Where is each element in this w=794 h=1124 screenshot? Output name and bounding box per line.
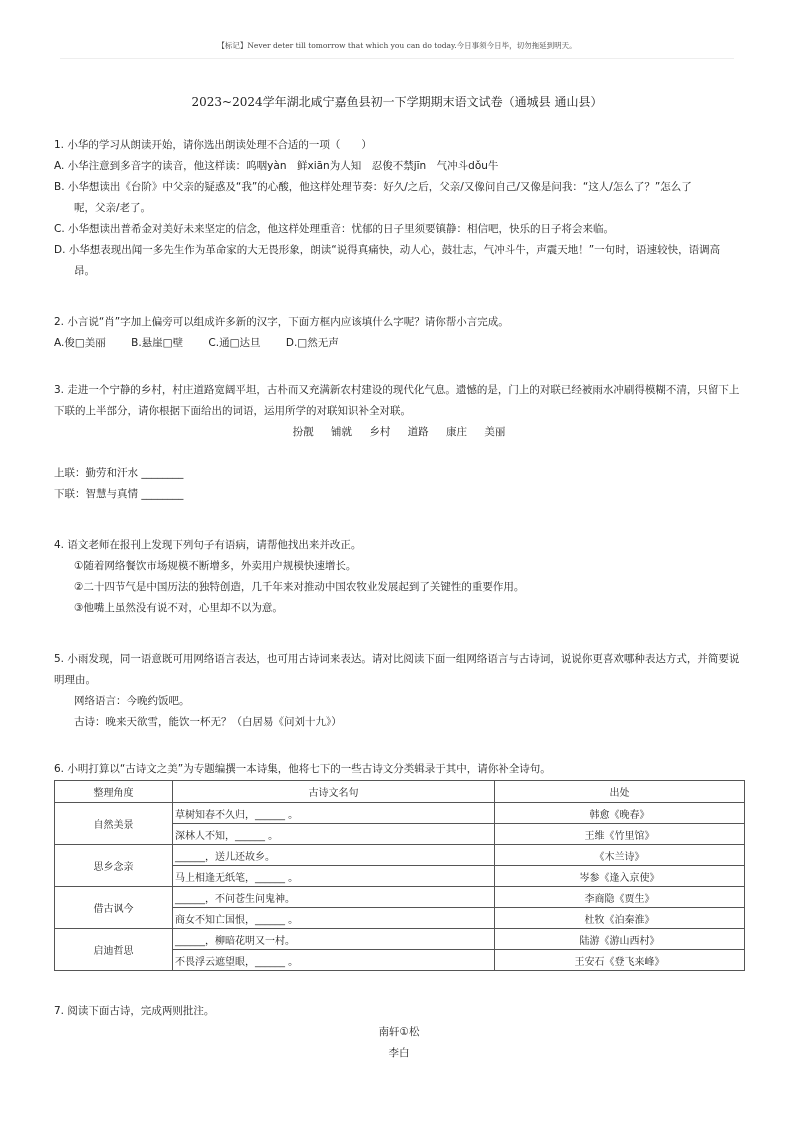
- column-header: 古诗文名句: [173, 781, 495, 803]
- q2-option-b: B.悬崖□壁: [131, 337, 184, 349]
- poem-line-cell: ______，柳暗花明又一村。: [173, 929, 495, 950]
- source-cell: 王安石《登飞来峰》: [495, 950, 745, 971]
- q1-stem: 1. 小华的学习从朗读开始，请你选出朗读处理不合适的一项（ ）: [54, 139, 372, 151]
- question-1: [54, 135, 744, 282]
- q7-poem-author: 李白: [388, 1047, 410, 1059]
- table-row: [55, 803, 745, 824]
- question-7: [54, 1001, 744, 1064]
- poem-line-cell: ______，送儿还故乡。: [173, 845, 495, 866]
- spacer: [54, 971, 744, 1001]
- q1-option-b: B. 小华想读出《台阶》中父亲的疑惑及“我”的心酸，他这样处理节奏：好久/之后，父亲/又像问自己/又像是问我：“这人/怎么了？”怎么了: [54, 181, 692, 193]
- poem-line-cell: 深林人不知，______ 。: [173, 824, 495, 845]
- q3-upper-couplet: 上联：勤劳和汗水 ________: [54, 467, 184, 479]
- q2-option-c: C.通□达旦: [208, 337, 261, 349]
- q3-word: 道路: [407, 426, 429, 438]
- q1-option-c: C. 小华想读出普希金对美好未来坚定的信念，他这样处理重音：忧郁的日子里须要镇静：相信吧，快乐的日子将会来临。: [54, 223, 615, 235]
- question-4: [54, 535, 744, 619]
- q4-sentence-1: ①随着网络餐饮市场规模不断增多，外卖用户规模快速增长。: [74, 560, 357, 572]
- question-5: [54, 649, 744, 733]
- q2-options: [54, 333, 744, 354]
- q1-option-a: A. 小华注意到多音字的读音，他这样读：呜咽yàn 鲜xiān为人知 忍俊不禁jīn 气冲斗dǒu牛: [54, 160, 499, 172]
- q4-stem: 4. 语文老师在报刊上发现下列句子有语病，请帮他找出来并改正。: [54, 539, 362, 551]
- spacer: [54, 505, 744, 535]
- q7-stem: 7. 阅读下面古诗，完成两则批注。: [54, 1005, 215, 1017]
- q3-word-bank: [54, 422, 744, 443]
- q3-word: 美丽: [484, 426, 506, 438]
- q2-stem: 2. 小言说“肖”字加上偏旁可以组成许多新的汉字，下面方框内应该填什么字呢？请你帮小言完成。: [54, 316, 509, 328]
- source-cell: 韩愈《晚春》: [495, 803, 745, 824]
- category-cell: 启迪哲思: [55, 929, 173, 971]
- q1-option-d: D. 小华想表现出闻一多先生作为革命家的大无畏形象，朗读“说得真痛快，动人心，鼓壮志，气冲斗牛，声震天地！”一句时，语速较快，语调高: [54, 244, 721, 256]
- poem-line-cell: 商女不知亡国恨，______ 。: [173, 908, 495, 929]
- spacer: [54, 619, 744, 649]
- source-cell: 杜牧《泊秦淮》: [495, 908, 745, 929]
- q3-word: 铺就: [330, 426, 352, 438]
- source-cell: 王维《竹里馆》: [495, 824, 745, 845]
- source-cell: 李商隐《贾生》: [495, 887, 745, 908]
- poem-table: [54, 780, 745, 971]
- category-cell: 思乡念亲: [55, 845, 173, 887]
- source-cell: 岑参《逢入京使》: [495, 866, 745, 887]
- q5-net-language: 网络语言：今晚约饭吧。: [74, 695, 190, 707]
- q3-stem-cont: 下联的上半部分，请你根据下面给出的词语，运用所学的对联知识补全对联。: [54, 405, 411, 417]
- question-6: [54, 759, 744, 971]
- source-cell: 陆游《游山西村》: [495, 929, 745, 950]
- q5-stem-cont: 明理由。: [54, 674, 96, 686]
- spacer: [54, 733, 744, 759]
- q6-stem: 6. 小明打算以“古诗文之美”为专题编撰一本诗集，他将七下的一些古诗文分类辑录于其中，请你补全诗句。: [54, 763, 551, 775]
- q3-stem: 3. 走进一个宁静的乡村，村庄道路宽阔平坦，古朴而又充满新农村建设的现代化气息。遗憾的是，门上的对联已经被雨水冲刷得模糊不清，只留下上: [54, 384, 740, 396]
- q2-option-d: D.□然无声: [285, 337, 339, 349]
- header-note: 【标记】Never deter till tomorrow that which you can do today.今日事须今日毕，切勿拖延到明天。: [217, 41, 577, 50]
- spacer: [54, 443, 744, 463]
- page-title: 2023~2024学年湖北咸宁嘉鱼县初一下学期期末语文试卷（通城县 通山县）: [191, 95, 603, 109]
- table-row: [55, 845, 745, 866]
- column-header: 整理角度: [55, 781, 173, 803]
- q5-stem: 5. 小雨发现，同一语意既可用网络语言表达，也可用古诗词来表达。请对比阅读下面一组网络语言与古诗词，说说你更喜欢哪种表达方式，并简要说: [54, 653, 740, 665]
- column-header: 出处: [495, 781, 745, 803]
- poem-line-cell: 马上相逢无纸笔，______ 。: [173, 866, 495, 887]
- table-row: [55, 887, 745, 908]
- q1-option-b-cont: 呢，父亲/老了。: [74, 202, 152, 214]
- q1-option-d-cont: 昂。: [74, 265, 95, 277]
- q3-word: 乡村: [369, 426, 391, 438]
- exam-content: [54, 135, 744, 1064]
- table-header-row: [55, 781, 745, 803]
- q4-sentence-3: ③他嘴上虽然没有说不对，心里却不以为意。: [74, 602, 283, 614]
- q2-option-a: A.俊□美丽: [54, 337, 106, 349]
- header-divider: [60, 58, 734, 59]
- question-2: [54, 312, 744, 354]
- q3-lower-couplet: 下联：智慧与真情 ________: [54, 488, 184, 500]
- q7-poem-title: 南轩①松: [378, 1026, 420, 1038]
- q5-ancient-poem: 古诗：晚来天欲雪，能饮一杯无？（白居易《问刘十九》）: [74, 716, 342, 728]
- spacer: [54, 354, 744, 380]
- q3-word: 扮靓: [292, 426, 314, 438]
- q3-word: 康庄: [446, 426, 468, 438]
- category-cell: 借古讽今: [55, 887, 173, 929]
- poem-line-cell: ______，不问苍生问鬼神。: [173, 887, 495, 908]
- spacer: [54, 282, 744, 312]
- poem-line-cell: 不畏浮云遮望眼，______ 。: [173, 950, 495, 971]
- table-row: [55, 929, 745, 950]
- source-cell: 《木兰诗》: [495, 845, 745, 866]
- question-3: [54, 380, 744, 505]
- category-cell: 自然美景: [55, 803, 173, 845]
- q4-sentence-2: ②二十四节气是中国历法的独特创造，几千年来对推动中国农牧业发展起到了关键性的重要作用。: [74, 581, 525, 593]
- poem-line-cell: 草树知春不久归，______ 。: [173, 803, 495, 824]
